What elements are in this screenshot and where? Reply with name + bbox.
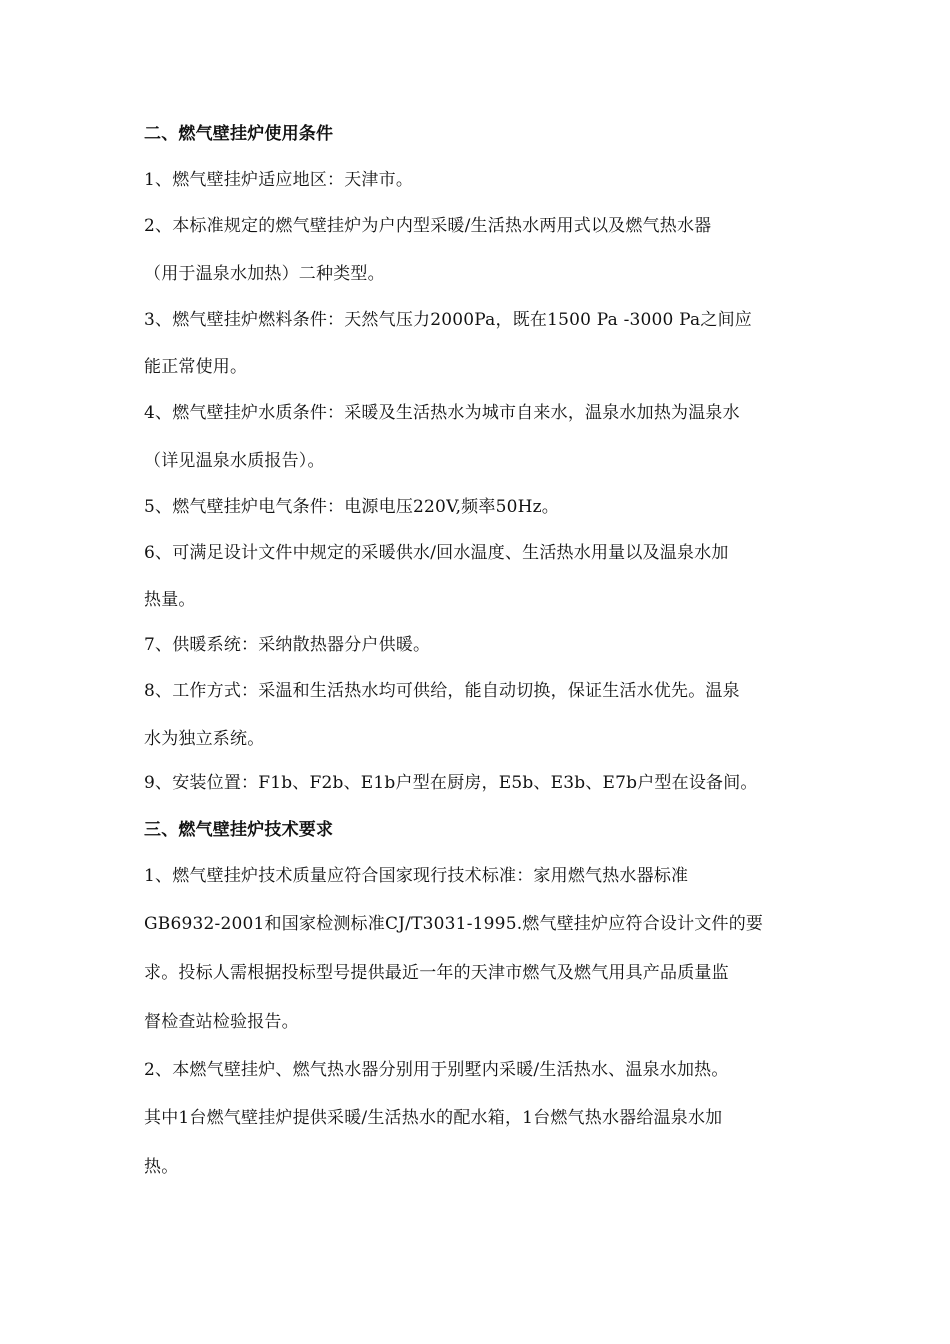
section-2-line-9: 6、可满足设计文件中规定的采暖供水/回水温度、生活热水用量以及温泉水加 [144, 543, 729, 563]
section-2-line-1: 1、燃气壁挂炉适应地区：天津市。 [144, 170, 414, 190]
section-3-line-2: GB6932-2001和国家检测标准CJ/T3031-1995.燃气壁挂炉应符合设计文件的要 [144, 914, 764, 934]
section-3-line-6: 其中1台燃气壁挂炉提供采暖/生活热水的配水箱，1台燃气热水器给温泉水加 [144, 1108, 723, 1128]
section-2-line-8: 5、燃气壁挂炉电气条件：电源电压220V,频率50Hz。 [144, 497, 559, 517]
section-3-line-3: 求。投标人需根据投标型号提供最近一年的天津市燃气及燃气用具产品质量监 [144, 963, 729, 983]
section-2-line-3: （用于温泉水加热）二种类型。 [144, 264, 385, 284]
section-2-line-10: 热量。 [144, 590, 196, 610]
section-2-line-13: 水为独立系统。 [144, 729, 265, 749]
section-2-heading: 二、燃气壁挂炉使用条件 [144, 124, 334, 144]
section-2-line-7: （详见温泉水质报告）。 [144, 451, 325, 471]
section-2-line-11: 7、供暖系统：采纳散热器分户供暖。 [144, 635, 431, 655]
section-3-heading: 三、燃气壁挂炉技术要求 [144, 820, 334, 840]
section-2-line-14: 9、安装位置：F1b、F2b、E1b户型在厨房，E5b、E3b、E7b户型在设备间。 [144, 773, 758, 793]
section-2-line-4: 3、燃气壁挂炉燃料条件：天然气压力2000Pa，既在1500 Pa -3000 Pa之间应 [144, 310, 752, 330]
section-2-line-6: 4、燃气壁挂炉水质条件：采暖及生活热水为城市自来水，温泉水加热为温泉水 [144, 403, 740, 423]
section-3-line-4: 督检查站检验报告。 [144, 1012, 299, 1032]
section-2-line-2: 2、本标准规定的燃气壁挂炉为户内型采暖/生活热水两用式以及燃气热水器 [144, 216, 712, 236]
section-3-line-7: 热。 [144, 1157, 179, 1177]
section-3-line-1: 1、燃气壁挂炉技术质量应符合国家现行技术标准：家用燃气热水器标准 [144, 866, 689, 886]
section-2-line-5: 能正常使用。 [144, 357, 248, 377]
section-3-line-5: 2、本燃气壁挂炉、燃气热水器分别用于别墅内采暖/生活热水、温泉水加热。 [144, 1060, 729, 1080]
section-2-line-12: 8、工作方式：采温和生活热水均可供给，能自动切换，保证生活水优先。温泉 [144, 681, 740, 701]
